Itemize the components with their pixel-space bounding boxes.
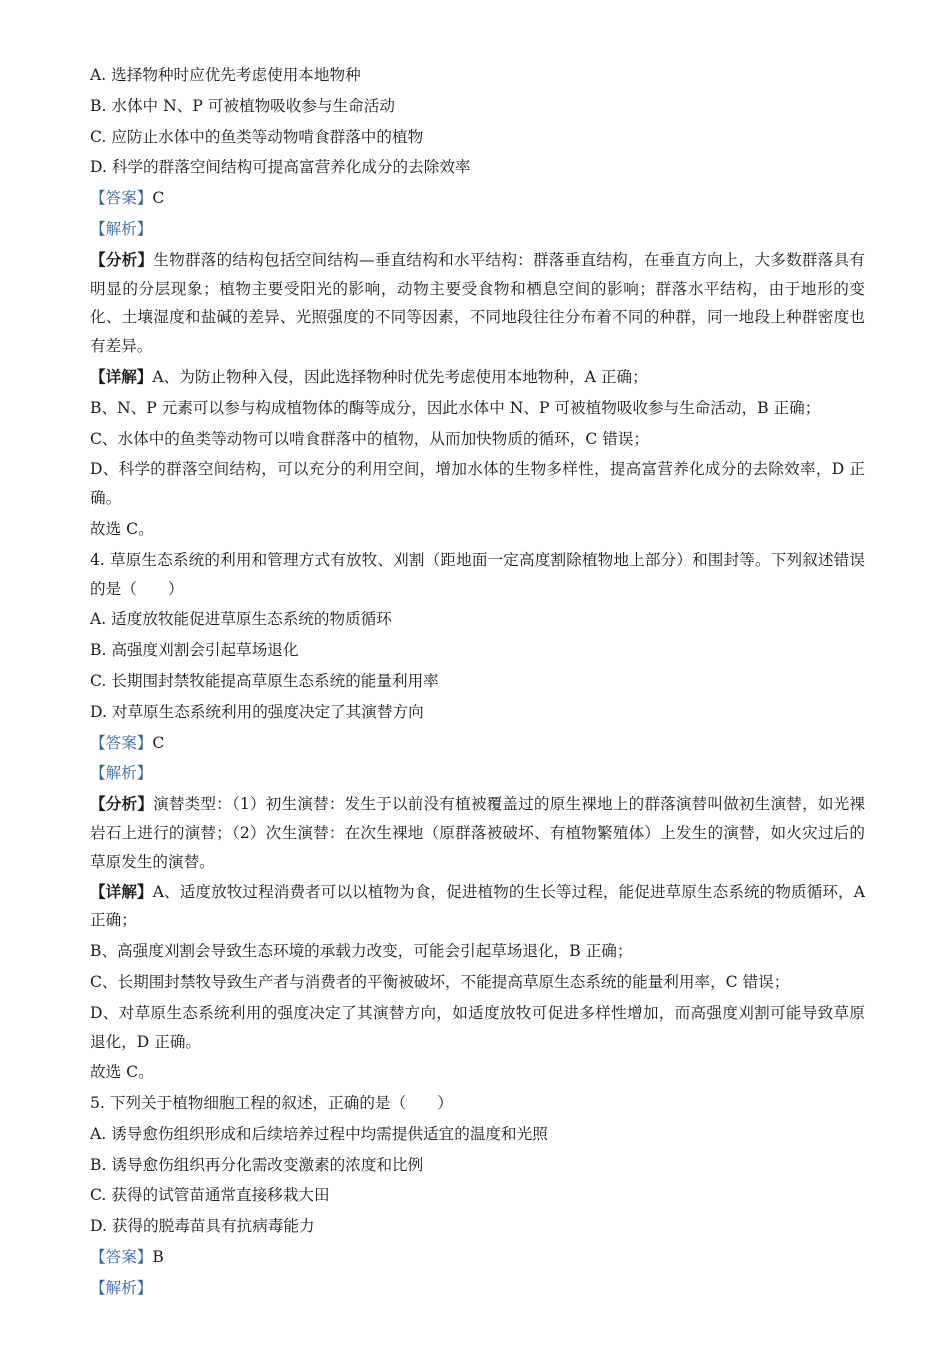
q3-option-a: A. 选择物种时应优先考虑使用本地物种 <box>90 66 361 84</box>
q5-option-b: B. 诱导愈伤组织再分化需改变激素的浓度和比例 <box>90 1155 424 1174</box>
q3-detail-b: B、N、P 元素可以参与构成植物体的酶等成分，因此水体中 N、P 可被植物吸收参与生命活动，B 正确； <box>90 398 821 417</box>
q4-stem: 4. 草原生态系统的利用和管理方式有放牧、刈割（距地面一定高度割除植物地上部分）和围封等。下列叙述错误的是（ ） <box>90 550 865 598</box>
q4-answer-line <box>90 728 865 759</box>
q5-option-d: D. 获得的脱毒苗具有抗病毒能力 <box>90 1217 315 1236</box>
q4-option-c: C. 长期围封禁牧能提高草原生态系统的能量利用率 <box>90 671 439 690</box>
q4-analysis-label: 【解析】 <box>90 764 153 783</box>
q4-answer-label: 【答案】 <box>90 733 153 752</box>
q4-detail-d: D、对草原生态系统利用的强度决定了其演替方向，如适度放牧可促进多样性增加，而高强度刈割可能导致草原退化，D 正确。 <box>90 1003 865 1051</box>
q4-analysis-heading <box>90 758 865 789</box>
q4-conclusion: 故选 C。 <box>90 1063 154 1082</box>
q3-detail-a-text: A、为防止物种入侵，因此选择物种时优先考虑使用本地物种，A 正确； <box>152 367 648 386</box>
q3-answer-label: 【答案】 <box>90 189 153 208</box>
q4-xiangjie-label: 【详解】 <box>90 881 153 901</box>
q3-option-c: C. 应防止水体中的鱼类等动物啃食群落中的植物 <box>90 127 424 146</box>
q3-answer-value: C <box>152 189 165 208</box>
q3-fenxi-paragraph <box>90 246 865 361</box>
q3-option-b: B. 水体中 N、P 可被植物吸收参与生命活动 <box>90 96 395 115</box>
q3-fenxi-text: 生物群落的结构包括空间结构—垂直结构和水平结构：群落垂直结构，在垂直方向上，大多数群落具有明显的分层现象；植物主要受阳光的影响，动物主要受食物和栖息空间的影响；群落水平结构，由于地形的变化、土壤湿度和盐碱的差异、光照强度的不同等因素，不同地段往往分布着不同的种群，同一地段上种群密度也有差异。 <box>90 250 865 356</box>
q3-option-d: D. 科学的群落空间结构可提高富营养化成分的去除效率 <box>90 158 471 177</box>
q5-analysis-label: 【解析】 <box>90 1278 153 1297</box>
q4-detail-a <box>90 878 865 936</box>
q4-answer-value: C <box>152 733 165 752</box>
q4-detail-a-text: A、适度放牧过程消费者可以以植物为食，促进植物的生长等过程，能促进草原生态系统的物质循环，A 正确； <box>90 882 865 930</box>
q4-detail-b: B、高强度刈割会导致生态环境的承载力改变，可能会引起草场退化，B 正确； <box>90 942 633 961</box>
q3-conclusion: 故选 C。 <box>90 519 154 538</box>
q5-answer-label: 【答案】 <box>90 1248 153 1267</box>
q3-analysis-label: 【解析】 <box>90 219 153 238</box>
q5-option-c: C. 获得的试管苗通常直接移栽大田 <box>90 1186 330 1205</box>
q4-option-b: B. 高强度刈割会引起草场退化 <box>90 641 299 660</box>
q3-detail-c: C、水体中的鱼类等动物可以啃食群落中的植物，从而加快物质的循环，C 错误； <box>90 429 650 448</box>
q3-fenxi-label: 【分析】 <box>90 249 154 269</box>
q3-xiangjie-label: 【详解】 <box>90 366 153 386</box>
document-page <box>90 60 865 1304</box>
q4-detail-c: C、长期围封禁牧导致生产者与消费者的平衡被破坏，不能提高草原生态系统的能量利用率，C 错误； <box>90 972 790 991</box>
q5-option-a: A. 诱导愈伤组织形成和后续培养过程中均需提供适宜的温度和光照 <box>90 1124 548 1143</box>
q3-answer-line <box>90 183 865 214</box>
q4-option-d: D. 对草原生态系统利用的强度决定了其演替方向 <box>90 702 424 721</box>
q4-fenxi-paragraph <box>90 790 865 876</box>
q3-analysis-heading <box>90 214 865 245</box>
q5-answer-line <box>90 1242 865 1273</box>
q5-stem: 5. 下列关于植物细胞工程的叙述，正确的是（ ） <box>90 1094 453 1113</box>
q5-analysis-heading <box>90 1273 865 1304</box>
q4-option-a: A. 适度放牧能促进草原生态系统的物质循环 <box>90 610 392 629</box>
q4-fenxi-label: 【分析】 <box>90 794 154 814</box>
q3-detail-d: D、科学的群落空间结构，可以充分的利用空间，增加水体的生物多样性，提高富营养化成分的去除效率，D 正确。 <box>90 460 865 508</box>
q5-answer-value: B <box>152 1248 164 1267</box>
q4-fenxi-text: 演替类型：（1）初生演替：发生于以前没有植被覆盖过的原生裸地上的群落演替叫做初生演替，如光裸岩石上进行的演替；（2）次生演替：在次生裸地（原群落被破坏、有植物繁殖体）上发生的演替，如火灾过后的草原发生的演替。 <box>90 795 865 871</box>
q3-detail-a <box>90 362 865 393</box>
